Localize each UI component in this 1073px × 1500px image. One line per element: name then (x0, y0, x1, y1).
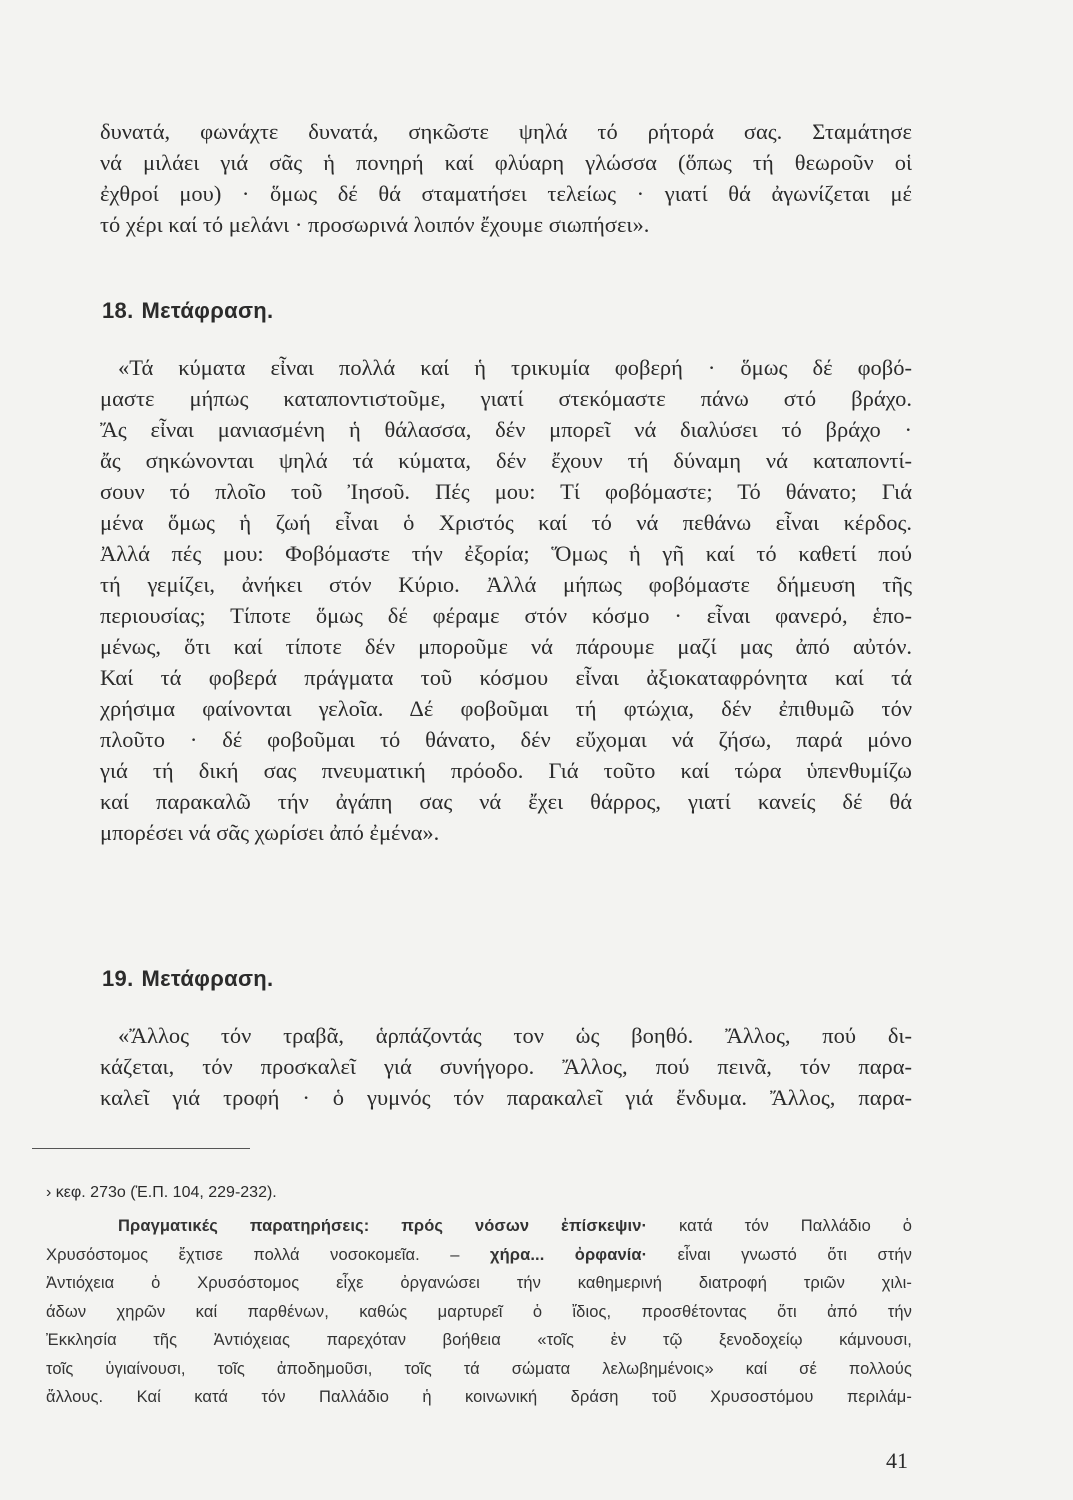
text-line: ἄς σηκώνονται ψηλά τά κύματα, δέν ἔχουν τή δύναμη νά καταποντί- (100, 448, 912, 473)
footnote-text: Χρυσόστομος ἔχτισε πολλά νοσοκομεῖα. – (46, 1245, 490, 1264)
text-line: ἐχθροί μου) · ὅμως δέ θά σταματήσει τελείως · γιατί θά ἀγωνίζεται μέ (100, 181, 912, 206)
footnote-reference: › κεφ. 273ο (Ἐ.Π. 104, 229-232). (46, 1184, 277, 1201)
intro-paragraph (100, 116, 912, 240)
text-line: τό χέρι καί τό μελάνι · προσωρινά λοιπόν ἔχουμε σιωπήσει». (100, 212, 650, 237)
page-number: 41 (886, 1448, 908, 1473)
text-line: μένα ὅμως ἡ ζωή εἶναι ὁ Χριστός καί τό νά πεθάνω εἶναι κέρδος. (100, 510, 912, 535)
footnote-line: άδων χηρῶν καί παρθένων, καθώς μαρτυρεῖ ὁ ἴδιος, προσθέτοντας ὅτι ἀπό τήν (46, 1302, 912, 1321)
section-19-heading (102, 966, 273, 992)
text-line: σουν τό πλοῖο τοῦ Ἰησοῦ. Πές μου: Τί φοβόμαστε; Τό θάνατο; Γιά (100, 479, 912, 504)
text-line: Ἀλλά πές μου: Φοβόμαστε τήν ἐξορία; Ὅμως ἡ γῆ καί τό καθετί πού (100, 541, 912, 566)
text-line: μένως, ὅτι καί τίποτε δέν μποροῦμε νά πάρουμε μαζί μας ἀπό αὐτόν. (100, 634, 912, 659)
text-line: μπορέσει νά σᾶς χωρίσει ἀπό ἐμένα». (100, 820, 440, 845)
section-19-body (100, 1020, 912, 1113)
footnote-line: Ἐκκλησία τῆς Ἀντιόχειας παρεχόταν βοήθεια «τοῖς ἐν τῷ ξενοδοχείῳ κάμνουσι, (46, 1331, 912, 1349)
text-line: «Τά κύματα εἶναι πολλά καί ἡ τρικυμία φοβερή · ὅμως δέ φοβό- (118, 355, 912, 380)
footnote-rule (32, 1148, 250, 1149)
footnote-bold-lead: Πραγματικές παρατηρήσεις: πρός νόσων ἐπίσκεψιν· (118, 1217, 648, 1235)
text-line: καλεῖ γιά τροφή · ὁ γυμνός τόν παρακαλεῖ γιά ἔνδυμα. Ἄλλος, παρα- (100, 1085, 912, 1110)
text-line: νά μιλάει γιά σᾶς ἡ πονηρή καί φλύαρη γλώσσα (ὅπως τή θεωροῦν οἱ (100, 150, 912, 175)
text-line: Καί τά φοβερά πράγματα τοῦ κόσμου εἶναι ἀξιοκαταφρόνητα καί τά (100, 665, 912, 690)
text-line: χρήσιμα φαίνονται γελοῖα. Δέ φοβοῦμαι τή φτώχια, δέν ἐπιθυμῶ τόν (100, 696, 912, 721)
footnote-line: τοῖς ὑγιαίνουσι, τοῖς ἀποδημοῦσι, τοῖς τά σώματα λελωβημένοις» καί σέ πολλούς (46, 1359, 912, 1378)
text-line: περιουσίας; Τίποτε ὅμως δέ φέραμε στόν κόσμο · εἶναι φανερό, ἑπο- (100, 603, 912, 628)
footnote-text: εἶναι γνωστό ὅτι στήν (647, 1245, 912, 1264)
text-line: κάζεται, τόν προσκαλεῖ γιά συνήγορο. Ἄλλος, πού πεινᾶ, τόν παρα- (100, 1054, 912, 1079)
footnote-line: Ἀντιόχεια ὁ Χρυσόστομος εἶχε ὀργανώσει τήν καθημερινή διατροφή τριῶν χιλι- (46, 1274, 912, 1292)
text-line: καί παρακαλῶ τήν ἀγάπη σας νά ἔχει θάρρος, γιατί κανείς δέ θά (100, 789, 912, 814)
section-number: 19. (102, 966, 134, 991)
footnote-lead-rest: κατά τόν Παλλάδιο ὁ (647, 1217, 913, 1235)
section-18-heading (102, 298, 273, 324)
footnote-body (46, 1212, 912, 1412)
section-number: 18. (102, 298, 134, 323)
text-line: δυνατά, φωνάχτε δυνατά, σηκῶστε ψηλά τό ρήτορά σας. Σταμάτησε (100, 119, 912, 144)
section-title: Μετάφραση. (141, 298, 274, 323)
footnote-line (46, 1241, 912, 1270)
text-line: Ἄς εἶναι μανιασμένη ἡ θάλασσα, δέν μπορεῖ νά διαλύσει τό βράχο · (100, 417, 912, 442)
text-line: γιά τή δική σας πνευματική πρόοδο. Γιά τοῦτο καί τώρα ὑπενθυμίζω (100, 758, 912, 783)
footnote-line (46, 1212, 912, 1241)
section-title: Μετάφραση. (141, 966, 274, 991)
text-line: μαστε μήπως καταποντιστοῦμε, γιατί στεκόμαστε πάνω στό βράχο. (100, 386, 912, 411)
text-line: «Ἄλλος τόν τραβᾶ, ἁρπάζοντάς τον ὡς βοηθό. Ἄλλος, πού δι- (118, 1023, 912, 1048)
section-18-body (100, 352, 912, 848)
text-line: τή γεμίζει, ἀνήκει στόν Κύριο. Ἀλλά μήπως φοβόμαστε δήμευση τῆς (100, 572, 912, 597)
footnote-bold-term: χήρα... ὀρφανία· (490, 1245, 648, 1264)
text-line: πλοῦτο · δέ φοβοῦμαι τό θάνατο, δέν εὔχομαι νά ζήσω, παρά μόνο (100, 727, 912, 752)
footnote-line: ἄλλους. Καί κατά τόν Παλλάδιο ἡ κοινωνική δράση τοῦ Χρυσοστόμου περιλάμ- (46, 1388, 912, 1406)
